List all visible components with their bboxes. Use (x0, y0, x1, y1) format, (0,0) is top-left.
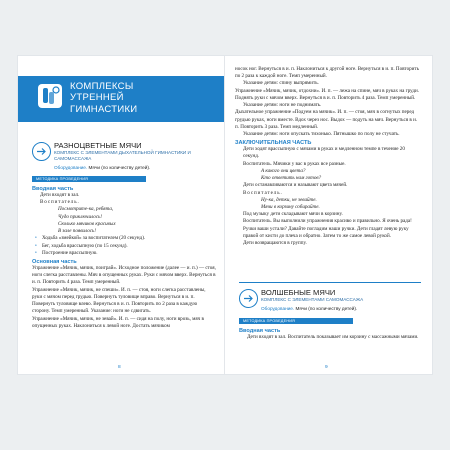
exercise-paragraph: Упражнение «Мячик, мячик, не спеши». И. п. — стоя, ноги слегка расставлены, руки с мячом перед грудью. Повернуть туловище вправо. Вернуться в и. п. Повернуть туловище влево. Вернуться в и. п. Повторить по 2 раза в каждую сторону. Темп умеренный. Указание: ноги не сдвигать. (32, 286, 206, 315)
poem-line: Сколько мячиков красивых (58, 220, 116, 227)
note: Указание детям: ноги опускать тихонько. Пятнышко по полу не стучать. (243, 130, 400, 137)
section2-subtitle: КОМПЛЕКС С ЭЛЕМЕНТАМИ САМОМАССАЖА (261, 297, 364, 302)
arrow-right-icon (239, 289, 258, 308)
note: Указание детям: ноги не поднимать. (243, 102, 322, 109)
section-title: РАЗНОЦВЕТНЫЕ МЯЧИ (54, 141, 142, 150)
intro-header: Вводная часть (239, 328, 281, 334)
final-header: ЗАКЛЮЧИТЕЛЬНАЯ ЧАСТЬ (235, 140, 312, 147)
verse-line: А какого они цвета? (261, 167, 306, 174)
poem-line: В зале появилось! (58, 228, 97, 235)
book-spread (18, 56, 432, 374)
right-body-top (235, 66, 422, 247)
main-header: Основная часть (32, 258, 77, 265)
equipment-text: Мячи (по количеству детей). (295, 306, 358, 311)
note: Указание детям: спину выпрямить. (243, 80, 319, 87)
equipment-label: Оборудование. (261, 306, 295, 311)
exercise-paragraph: Упражнение «Мячик, мячик, поиграй». Исходное положение (далее — и. п.) — стоя, ноги слегка расставлены. Мяч в опущенных руках. Руки с мячом вверх. Вернуться в и. п. Повторить 4 раза. Темп умеренный. (32, 264, 216, 286)
paragraph: Дети ходят врассыпную с мячами в руках и медленном темпе в течение 20 секунд. (243, 146, 405, 160)
exercise-paragraph: Упражнение «Мячик, мячик, отдохни». И. п. — лежа на спине, мяч в руках на груди. Поднять руки с мячом вверх. Вернуться в и. п. Повторить 4 раза. Темп умеренный. (235, 87, 419, 101)
teacher-label: Воспитатель. (243, 189, 283, 196)
paragraph: носок ног. Вернуться в и. п. Наклониться к другой ноге. Вернуться в и. п. Повторить по 2 раза к каждой ноге. Темп умеренный. (235, 66, 419, 80)
equipment-line (54, 165, 150, 170)
paragraph: Воспитатель. Вы выполнили упражнения красиво и правильно. Я очень рада! Ручки ваши устали? Давайте погладим наши ручки. Дети гладят левую руку правой от кисти до плеча и обратно. Затем то же самое левой рукой. (243, 218, 412, 239)
poem-line: Посмотрите-ка, ребята, (58, 206, 114, 213)
method-bar: МЕТОДИКА ПРОВЕДЕНИЯ (239, 318, 353, 324)
section-divider (239, 282, 421, 283)
section2-title: ВОЛШЕБНЫЕ МЯЧИ (261, 288, 336, 297)
verse-line: Мячи в корзину собирайте. (261, 203, 320, 210)
intro-line: Дети входят в зал. (40, 192, 80, 198)
list-item: • Построение врассыпную. (32, 250, 216, 257)
section-subtitle: КОМПЛЕКС С ЭЛЕМЕНТАМИ ДЫХАТЕЛЬНОЙ ГИМНАСТИКИ И САМОМАССАЖА (54, 150, 191, 161)
method-bar: МЕТОДИКА ПРОВЕДЕНИЯ (32, 176, 146, 182)
teacher-label: Воспитатель. (40, 199, 80, 206)
paragraph: Под музыку дети складывают мячи в корзину. (243, 211, 343, 218)
verse-line: Кто ответить нам готов? (261, 175, 322, 182)
page-number: 8 (118, 365, 121, 370)
ball-and-bottle-icon (38, 84, 62, 108)
chapter-band (18, 76, 225, 122)
equipment-label: Оборудование. (54, 165, 88, 170)
right-page (225, 56, 432, 374)
list-item: • Ходьба «змейкой» за воспитателем (20 секунд). (32, 235, 216, 242)
chapter-title: КОМПЛЕКСЫ УТРЕННЕЙ ГИМНАСТИКИ (70, 81, 138, 115)
equipment-text: Мячи (по количеству детей). (88, 165, 151, 170)
paragraph: Дети останавливаются и называют цвета мячей. (243, 182, 348, 189)
paragraph: Дети входят в зал. Воспитатель показывает им корзину с массажными мячами. (247, 334, 419, 340)
exercise-paragraph: Дыхательное упражнение «Подуем на мячик». И. п. — стоя, мяч в согнутых перед грудью руках, ноги вместе. Вдох через нос. Выдох — подуть на мяч. Вернуться в и. п. Повторить 3 раза. Темп медленный. (235, 109, 418, 130)
page-number: 9 (325, 365, 328, 370)
left-body (32, 186, 216, 330)
equipment-line (261, 306, 357, 311)
paragraph: Дети возвращаются в группу. (243, 240, 307, 247)
exercise-paragraph: Упражнение «Мячик, мячик, не зевай». И. п. — сидя на полу, ноги врозь, мяч в опущенных руках. Наклониться к левой ноге. Достать мячиком (32, 315, 204, 329)
verse-line: Ну-ка, детки, не зевайте. (261, 196, 317, 203)
right-body-bottom (239, 328, 422, 341)
left-page (18, 56, 225, 374)
arrow-right-icon (32, 142, 51, 161)
poem-line: Чудо приключилось! (58, 213, 103, 220)
intro-header: Вводная часть (32, 186, 74, 192)
list-item: • Бег, ходьба врассыпную (по 15 секунд). (32, 243, 216, 250)
paragraph: Воспитатель. Мячики у вас в руках все разные. (243, 160, 346, 167)
